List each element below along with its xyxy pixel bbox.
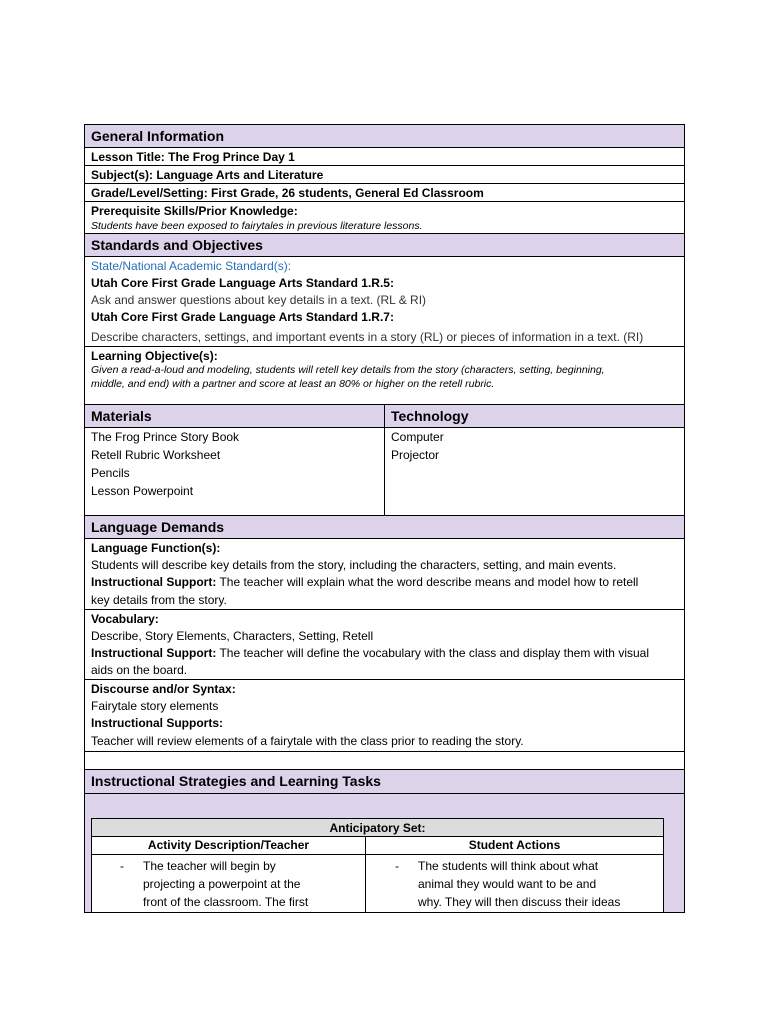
student-action-line: animal they would want to be and	[418, 877, 597, 891]
student-action-line: The students will think about what	[418, 859, 599, 873]
material-item: Retell Rubric Worksheet	[91, 448, 221, 462]
technology-item: Projector	[391, 448, 440, 462]
technology-item: Computer	[391, 430, 444, 444]
discourse-row	[85, 680, 684, 752]
objective-label: Learning Objective(s):	[91, 349, 218, 363]
column-divider	[384, 405, 385, 427]
technology-title: Technology	[391, 408, 469, 424]
standard-2-title: Utah Core First Grade Language Arts Standard 1.R.7:	[91, 310, 394, 324]
prereq-text: Students have been exposed to fairytales in previous literature lessons.	[91, 220, 423, 232]
anticipatory-set-title-row	[92, 819, 663, 837]
general-info-title: General Information	[91, 128, 225, 144]
subjects: Subject(s): Language Arts and Literature	[91, 168, 324, 182]
materials-technology-row	[85, 428, 684, 516]
grade-level-setting: Grade/Level/Setting: First Grade, 26 students, General Ed Classroom	[91, 186, 484, 200]
anticipatory-set-table	[91, 818, 664, 913]
col-teacher-header: Activity Description/Teacher	[147, 838, 310, 852]
anticipatory-set-title: Anticipatory Set:	[329, 821, 426, 835]
anticipatory-set-header-row	[92, 837, 663, 855]
discourse-support-label: Instructional Supports:	[91, 716, 223, 730]
teacher-bullet: -	[120, 859, 124, 873]
prereq-row	[85, 202, 684, 234]
objective-row	[85, 347, 684, 405]
language-function-support: Instructional Support: The teacher will explain what the word describe means and model how to retell	[91, 575, 639, 589]
material-item: The Frog Prince Story Book	[91, 430, 240, 444]
vocabulary-label: Vocabulary:	[91, 612, 159, 626]
language-demands-header	[85, 516, 684, 539]
general-info-header	[85, 125, 684, 148]
lesson-plan-document	[84, 124, 685, 913]
materials-technology-header	[85, 405, 684, 428]
grade-row	[85, 184, 684, 202]
lesson-title-row	[85, 148, 684, 166]
student-bullet: -	[395, 859, 399, 873]
discourse-support-text: Teacher will review elements of a fairytale with the class prior to reading the story.	[91, 734, 524, 748]
col-student-header: Student Actions	[468, 838, 561, 852]
inner-column-divider	[365, 837, 366, 913]
material-item: Lesson Powerpoint	[91, 484, 194, 498]
language-function-label: Language Function(s):	[91, 541, 221, 555]
prereq-label: Prerequisite Skills/Prior Knowledge:	[91, 204, 298, 218]
standard-2-text: Describe characters, settings, and important events in a story (RL) or pieces of information in a text. (RI)	[91, 330, 644, 344]
subjects-row	[85, 166, 684, 184]
state-standard-label: State/National Academic Standard(s):	[91, 259, 292, 273]
standards-row	[85, 257, 684, 347]
standard-1-text: Ask and answer questions about key details in a text. (RL & RI)	[91, 293, 427, 307]
standards-header	[85, 234, 684, 257]
materials-title: Materials	[91, 408, 152, 424]
language-function-text: Students will describe key details from the story, including the characters, setting, and main events.	[91, 558, 617, 572]
material-item: Pencils	[91, 466, 130, 480]
discourse-label: Discourse and/or Syntax:	[91, 682, 236, 696]
vocabulary-support-cont: aids on the board.	[91, 663, 188, 677]
objective-text-line-1: Given a read-a-loud and modeling, students will retell key details from the story (characters, setting, beginning,	[91, 364, 605, 376]
vocabulary-row	[85, 610, 684, 680]
lesson-title: Lesson Title: The Frog Prince Day 1	[91, 150, 295, 164]
language-function-row	[85, 539, 684, 610]
objective-text-line-2: middle, and end) with a partner and score at least an 80% or higher on the retell rubric.	[91, 378, 495, 390]
empty-row	[85, 752, 684, 770]
language-demands-title: Language Demands	[91, 519, 225, 535]
discourse-text: Fairytale story elements	[91, 699, 219, 713]
language-function-support-cont: key details from the story.	[91, 593, 227, 607]
vocabulary-support: Instructional Support: The teacher will define the vocabulary with the class and display them with visual	[91, 646, 649, 660]
student-action-line: why. They will then discuss their ideas	[418, 895, 621, 909]
strategies-title: Instructional Strategies and Learning Tasks	[91, 773, 381, 789]
standards-title: Standards and Objectives	[91, 237, 263, 253]
strategies-header	[85, 770, 684, 794]
teacher-activity-line: The teacher will begin by	[143, 859, 276, 873]
vocabulary-text: Describe, Story Elements, Characters, Setting, Retell	[91, 629, 374, 643]
teacher-activity-line: front of the classroom. The first	[143, 895, 309, 909]
teacher-activity-line: projecting a powerpoint at the	[143, 877, 301, 891]
standard-1-title: Utah Core First Grade Language Arts Standard 1.R.5:	[91, 276, 394, 290]
column-divider	[384, 428, 385, 515]
